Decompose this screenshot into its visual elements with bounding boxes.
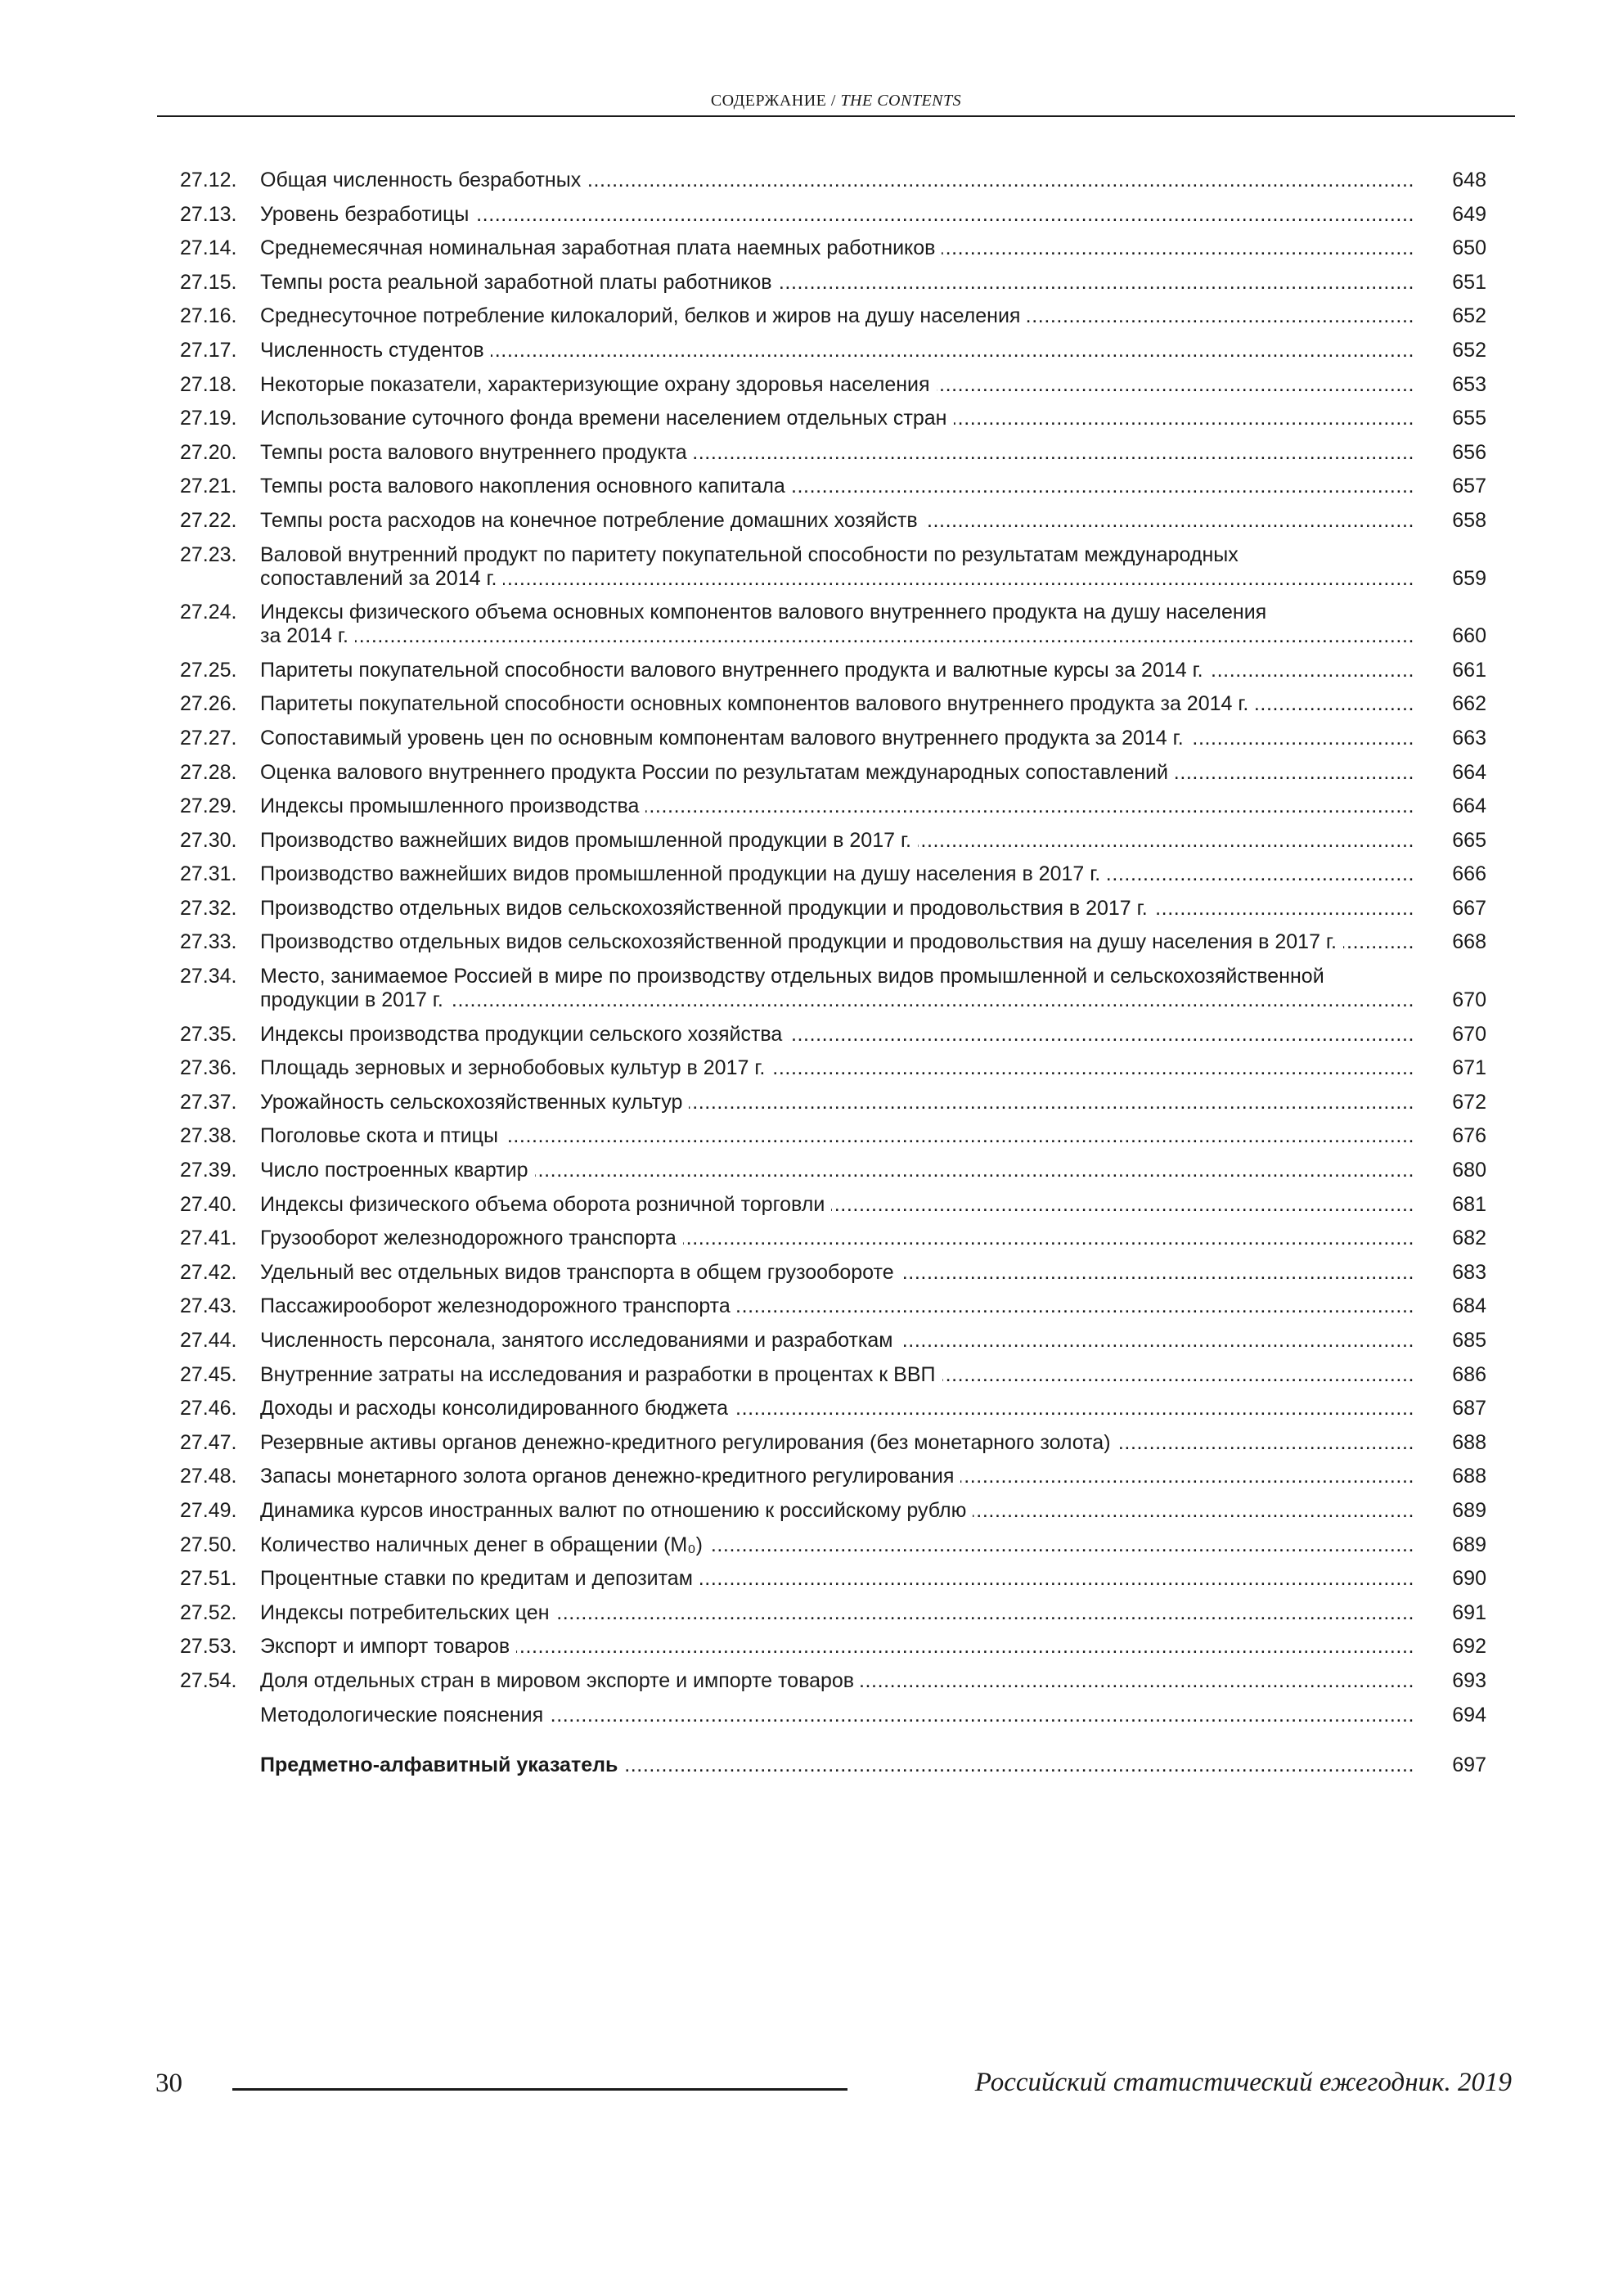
toc-entry-title: Темпы роста валового накопления основного капитала xyxy=(260,475,792,497)
toc-entry[interactable] xyxy=(180,407,1505,430)
toc-entry-title: Оценка валового внутреннего продукта России по результатам международных сопоставлений xyxy=(260,761,1175,784)
toc-entry[interactable] xyxy=(180,1533,1505,1557)
toc-entry[interactable] xyxy=(180,1704,1505,1727)
toc-entry[interactable] xyxy=(180,1261,1505,1285)
toc-entry[interactable] xyxy=(180,509,1505,533)
toc-entry-number: 27.38. xyxy=(180,1124,237,1148)
toc-dot-leader xyxy=(260,659,1413,682)
toc-dot-leader xyxy=(260,1635,1413,1659)
toc-entry-title: Экспорт и импорт товаров xyxy=(260,1635,516,1658)
toc-entry-page: 653 xyxy=(1452,372,1486,396)
toc-entry[interactable] xyxy=(180,373,1505,397)
toc-entry-body xyxy=(260,475,1413,498)
toc-entry-page: 662 xyxy=(1452,692,1486,716)
toc-entry-title: Сопоставимый уровень цен по основным компонентам валового внутреннего продукта за 2014 г. xyxy=(260,727,1190,750)
toc-entry-body xyxy=(260,1329,1413,1353)
toc-entry-number: 27.43. xyxy=(180,1294,237,1318)
toc-entry-body xyxy=(260,1601,1413,1625)
toc-entry-title: Методологические пояснения xyxy=(260,1704,550,1727)
toc-entry[interactable] xyxy=(180,1091,1505,1114)
toc-entry-page: 690 xyxy=(1452,1567,1486,1591)
toc-entry[interactable] xyxy=(180,441,1505,465)
toc-entry-number: 27.25. xyxy=(180,658,237,682)
toc-entry-body xyxy=(260,407,1413,430)
toc-entry-title: Уровень безработицы xyxy=(260,203,475,226)
toc-entry-body xyxy=(260,1023,1413,1047)
toc-dot-leader xyxy=(260,1499,1413,1523)
toc-dot-leader xyxy=(260,1294,1413,1318)
toc-entry-title: Общая численность безработных xyxy=(260,169,587,191)
toc-entry-body xyxy=(260,659,1413,682)
toc-entry-body xyxy=(260,1704,1413,1727)
toc-entry-title: Число построенных квартир xyxy=(260,1159,535,1182)
toc-dot-leader xyxy=(260,624,1413,648)
toc-entry-number: 27.20. xyxy=(180,440,237,464)
toc-entry-body xyxy=(260,1227,1413,1250)
toc-entry-number: 27.40. xyxy=(180,1192,237,1216)
toc-entry-title: Динамика курсов иностранных валют по отношению к российскому рублю xyxy=(260,1499,973,1522)
toc-dot-leader xyxy=(260,692,1413,716)
toc-dot-leader xyxy=(260,339,1413,362)
toc-entry-title: Производство важнейших видов промышленной продукции на душу населения в 2017 г. xyxy=(260,862,1107,885)
header-title-en: THE CONTENTS xyxy=(840,92,962,110)
toc-dot-leader xyxy=(260,271,1413,295)
toc-entry-body xyxy=(260,761,1413,785)
toc-entry-body xyxy=(260,1363,1413,1387)
toc-entry-title-line1: Индексы физического объема основных компонентов валового внутреннего продукта на душу населения xyxy=(260,601,1267,624)
toc-entry-body xyxy=(260,1193,1413,1217)
toc-entry-body xyxy=(260,1397,1413,1420)
toc-entry-page: 668 xyxy=(1452,930,1486,954)
toc-entry-number: 27.36. xyxy=(180,1056,237,1080)
toc-entry-title: Предметно-алфавитный указатель xyxy=(260,1754,624,1776)
toc-entry-body xyxy=(260,1294,1413,1318)
toc-entry[interactable] xyxy=(180,1601,1505,1625)
toc-entry-page: 667 xyxy=(1452,896,1486,920)
toc-entry-number: 27.13. xyxy=(180,202,237,226)
toc-entry[interactable] xyxy=(180,1023,1505,1047)
toc-entry-page: 685 xyxy=(1452,1329,1486,1352)
toc-entry[interactable] xyxy=(180,1499,1505,1523)
toc-entry-title: Урожайность сельскохозяйственных культур xyxy=(260,1091,689,1114)
toc-entry[interactable] xyxy=(180,1363,1505,1387)
toc-entry-title: Индексы потребительских цен xyxy=(260,1601,556,1624)
toc-entry-title: Запасы монетарного золота органов денежно-кредитного регулирования xyxy=(260,1465,960,1488)
toc-entry-page: 689 xyxy=(1452,1498,1486,1522)
toc-dot-leader xyxy=(260,761,1413,785)
toc-entry-number: 27.54. xyxy=(180,1668,237,1692)
toc-entry-page: 657 xyxy=(1452,475,1486,498)
toc-entry-body xyxy=(260,509,1413,533)
toc-entry[interactable] xyxy=(180,1159,1505,1182)
toc-entry-title: Площадь зерновых и зернобобовых культур в 2017 г. xyxy=(260,1056,771,1079)
toc-entry-title: сопоставлений за 2014 г. xyxy=(260,567,503,590)
toc-entry-number: 27.45. xyxy=(180,1362,237,1386)
toc-entry-number: 27.41. xyxy=(180,1227,237,1250)
toc-dot-leader xyxy=(260,897,1413,921)
toc-entry-body xyxy=(260,1465,1413,1488)
toc-entry-body xyxy=(260,304,1413,328)
toc-entry-body xyxy=(260,1431,1413,1455)
toc-entry-title: Грузооборот железнодорожного транспорта xyxy=(260,1227,683,1249)
toc-entry-number: 27.53. xyxy=(180,1635,237,1659)
toc-entry-title: Среднемесячная номинальная заработная плата наемных работников xyxy=(260,236,942,259)
toc-entry-page: 693 xyxy=(1452,1668,1486,1692)
toc-entry[interactable] xyxy=(180,897,1505,921)
toc-entry-body xyxy=(260,271,1413,295)
toc-entry[interactable] xyxy=(180,271,1505,295)
toc-entry-number: 27.34. xyxy=(180,965,237,988)
toc-entry-title: Темпы роста реальной заработной платы работников xyxy=(260,271,779,294)
toc-dot-leader xyxy=(260,1533,1413,1557)
toc-dot-leader xyxy=(260,1669,1413,1693)
toc-entry[interactable] xyxy=(180,1567,1505,1591)
toc-entry[interactable] xyxy=(180,601,1505,648)
toc-entry-title: Количество наличных денег в обращении (M₀) xyxy=(260,1533,709,1556)
toc-entry-body xyxy=(260,930,1413,954)
toc-entry-page: 689 xyxy=(1452,1533,1486,1556)
toc-entry-title: за 2014 г. xyxy=(260,624,355,647)
toc-entry-page: 697 xyxy=(1452,1753,1486,1776)
toc-entry-body xyxy=(260,1091,1413,1114)
toc-entry-number: 27.48. xyxy=(180,1465,237,1488)
toc-entry-title: Производство важнейших видов промышленной продукции в 2017 г. xyxy=(260,829,918,852)
toc-dot-leader xyxy=(260,1023,1413,1047)
toc-entry-title: Производство отдельных видов сельскохозяйственной продукции и продовольствия в 2017 г. xyxy=(260,897,1154,920)
toc-entry[interactable] xyxy=(180,1227,1505,1250)
toc-entry-number: 27.37. xyxy=(180,1090,237,1114)
toc-entry[interactable] xyxy=(180,930,1505,954)
toc-entry-number: 27.18. xyxy=(180,372,237,396)
toc-entry-number: 27.16. xyxy=(180,304,237,328)
toc-dot-leader xyxy=(260,1329,1413,1353)
header-title-ru: СОДЕРЖАНИЕ xyxy=(710,92,827,110)
toc-dot-leader xyxy=(260,795,1413,818)
toc-dot-leader xyxy=(260,1431,1413,1455)
toc-entry-title: Некоторые показатели, характеризующие охрану здоровья населения xyxy=(260,373,937,396)
toc-entry-page: 681 xyxy=(1452,1192,1486,1216)
header-separator: / xyxy=(826,92,841,110)
toc-dot-leader xyxy=(260,988,1413,1012)
toc-entry-title: Удельный вес отдельных видов транспорта в общем грузообороте xyxy=(260,1261,901,1284)
header-rule xyxy=(157,115,1515,117)
toc-entry-page: 680 xyxy=(1452,1159,1486,1182)
toc-dot-leader xyxy=(260,1227,1413,1250)
toc-entry[interactable] xyxy=(180,829,1505,853)
toc-entry[interactable] xyxy=(180,1754,1505,1777)
toc-entry-number: 27.52. xyxy=(180,1600,237,1624)
toc-dot-leader xyxy=(260,1091,1413,1114)
toc-entry[interactable] xyxy=(180,1635,1505,1659)
toc-dot-leader xyxy=(260,1193,1413,1217)
toc-entry-body xyxy=(260,373,1413,397)
toc-entry-body xyxy=(260,692,1413,716)
toc-entry-number: 27.51. xyxy=(180,1567,237,1591)
toc-entry-body xyxy=(260,1754,1413,1777)
toc-entry-title: Паритеты покупательной способности основных компонентов валового внутреннего продукта за 2014 г. xyxy=(260,692,1255,715)
toc-entry-page: 688 xyxy=(1452,1465,1486,1488)
toc-entry-body xyxy=(260,1124,1413,1148)
toc-entry-number: 27.32. xyxy=(180,896,237,920)
toc-entry-title: Доходы и расходы консолидированного бюджета xyxy=(260,1397,735,1420)
toc-entry-page: 691 xyxy=(1452,1600,1486,1624)
toc-entry-body xyxy=(260,829,1413,853)
toc-entry-page: 683 xyxy=(1452,1260,1486,1284)
toc-dot-leader xyxy=(260,304,1413,328)
toc-dot-leader xyxy=(260,203,1413,227)
toc-entry-body xyxy=(260,1159,1413,1182)
toc-entry-title: Пассажирооборот железнодорожного транспорта xyxy=(260,1294,737,1317)
toc-entry-body xyxy=(260,727,1413,750)
toc-entry-body xyxy=(260,441,1413,465)
toc-dot-leader xyxy=(260,475,1413,498)
toc-entry-page: 658 xyxy=(1452,508,1486,532)
toc-entry-body xyxy=(260,601,1413,648)
toc-entry-title: Использование суточного фонда времени населением отдельных стран xyxy=(260,407,954,430)
toc-entry-number: 27.35. xyxy=(180,1022,237,1046)
toc-dot-leader xyxy=(260,441,1413,465)
toc-entry-number: 27.15. xyxy=(180,270,237,294)
footer-rule xyxy=(232,2088,847,2091)
toc-entry[interactable] xyxy=(180,339,1505,362)
toc-entry[interactable] xyxy=(180,1294,1505,1318)
toc-entry-page: 672 xyxy=(1452,1090,1486,1114)
toc-entry[interactable] xyxy=(180,692,1505,716)
toc-entry[interactable] xyxy=(180,1193,1505,1217)
toc-entry-title: Темпы роста валового внутреннего продукта xyxy=(260,441,694,464)
toc-entry-title: Численность студентов xyxy=(260,339,491,362)
toc-entry-page: 694 xyxy=(1452,1703,1486,1727)
toc-dot-leader xyxy=(260,1754,1413,1777)
toc-entry[interactable] xyxy=(180,659,1505,682)
toc-dot-leader xyxy=(260,1465,1413,1488)
toc-entry-body xyxy=(260,1499,1413,1523)
toc-dot-leader xyxy=(260,1261,1413,1285)
table-of-contents xyxy=(180,169,1505,1787)
toc-entry-title: Численность персонала, занятого исследованиями и разработкам xyxy=(260,1329,900,1352)
toc-entry-title: Индексы производства продукции сельского хозяйства xyxy=(260,1023,789,1046)
toc-entry-title: Доля отдельных стран в мировом экспорте и импорте товаров xyxy=(260,1669,861,1692)
toc-entry-page: 648 xyxy=(1452,169,1486,191)
toc-entry-number: 27.33. xyxy=(180,930,237,954)
toc-entry-page: 666 xyxy=(1452,862,1486,886)
toc-entry-number: 27.27. xyxy=(180,726,237,750)
toc-dot-leader xyxy=(260,1159,1413,1182)
toc-entry-page: 684 xyxy=(1452,1294,1486,1318)
toc-entry[interactable] xyxy=(180,1056,1505,1080)
toc-entry-body xyxy=(260,795,1413,818)
toc-entry-number: 27.19. xyxy=(180,407,237,430)
toc-entry-page: 652 xyxy=(1452,338,1486,362)
toc-entry-number: 27.49. xyxy=(180,1498,237,1522)
toc-entry[interactable] xyxy=(180,304,1505,328)
toc-entry-body xyxy=(260,1056,1413,1080)
toc-entry[interactable] xyxy=(180,543,1505,591)
toc-entry-body xyxy=(260,897,1413,921)
toc-entry-body xyxy=(260,339,1413,362)
toc-entry-page: 650 xyxy=(1452,236,1486,260)
toc-entry-page: 688 xyxy=(1452,1430,1486,1454)
footer-page-number: 30 xyxy=(155,2069,182,2098)
toc-entry-page: 660 xyxy=(1452,624,1486,648)
toc-entry-number: 27.21. xyxy=(180,475,237,498)
toc-entry-title-line1: Место, занимаемое Россией в мире по производству отдельных видов промышленной и сельскохозяйственной xyxy=(260,965,1324,988)
toc-entry-title: Процентные ставки по кредитам и депозитам xyxy=(260,1567,699,1590)
toc-entry-page: 661 xyxy=(1452,658,1486,682)
footer-publication-title: Российский статистический ежегодник. 2019 xyxy=(974,2068,1512,2097)
toc-entry-page: 649 xyxy=(1452,202,1486,226)
toc-entry-title: Среднесуточное потребление килокалорий, белков и жиров на душу населения xyxy=(260,304,1027,327)
toc-entry[interactable] xyxy=(180,862,1505,886)
toc-entry-page: 659 xyxy=(1452,566,1486,590)
toc-entry-number: 27.30. xyxy=(180,828,237,852)
toc-dot-leader xyxy=(260,1601,1413,1625)
toc-entry[interactable] xyxy=(180,1329,1505,1353)
toc-dot-leader xyxy=(260,1056,1413,1080)
toc-entry[interactable] xyxy=(180,1669,1505,1693)
toc-dot-leader xyxy=(260,509,1413,533)
toc-entry-number: 27.28. xyxy=(180,760,237,784)
toc-entry[interactable] xyxy=(180,727,1505,750)
toc-entry-page: 676 xyxy=(1452,1124,1486,1148)
toc-entry-body xyxy=(260,862,1413,886)
toc-entry-page: 664 xyxy=(1452,760,1486,784)
toc-entry[interactable] xyxy=(180,761,1505,785)
toc-entry-page: 671 xyxy=(1452,1056,1486,1080)
toc-entry-number: 27.46. xyxy=(180,1397,237,1420)
toc-entry-body xyxy=(260,1669,1413,1693)
toc-entry[interactable] xyxy=(180,795,1505,818)
toc-entry-page: 682 xyxy=(1452,1227,1486,1250)
toc-entry-title: продукции в 2017 г. xyxy=(260,988,450,1011)
toc-dot-leader xyxy=(260,930,1413,954)
toc-entry-number: 27.42. xyxy=(180,1260,237,1284)
toc-entry-number: 27.17. xyxy=(180,338,237,362)
toc-entry[interactable] xyxy=(180,169,1505,192)
toc-dot-leader xyxy=(260,727,1413,750)
toc-dot-leader xyxy=(260,373,1413,397)
toc-entry-page: 686 xyxy=(1452,1362,1486,1386)
toc-entry-number: 27.47. xyxy=(180,1430,237,1454)
toc-entry-title: Производство отдельных видов сельскохозяйственной продукции и продовольствия на душу населения в 2017 г. xyxy=(260,930,1343,953)
toc-dot-leader xyxy=(260,1397,1413,1420)
toc-entry[interactable] xyxy=(180,1397,1505,1420)
toc-entry-number: 27.24. xyxy=(180,601,237,624)
toc-entry-body xyxy=(260,236,1413,260)
page-header xyxy=(157,92,1515,110)
toc-entry-page: 663 xyxy=(1452,726,1486,750)
toc-entry-title-line1: Валовой внутренний продукт по паритету покупательной способности по результатам международных xyxy=(260,542,1239,566)
toc-entry[interactable] xyxy=(180,1124,1505,1148)
toc-entry[interactable] xyxy=(180,475,1505,498)
toc-entry-number: 27.31. xyxy=(180,862,237,886)
toc-dot-leader xyxy=(260,1704,1413,1727)
toc-entry-page: 665 xyxy=(1452,828,1486,852)
toc-entry-number: 27.14. xyxy=(180,236,237,260)
toc-dot-leader xyxy=(260,236,1413,260)
toc-entry-number: 27.12. xyxy=(180,169,237,191)
toc-dot-leader xyxy=(260,862,1413,886)
toc-entry-body xyxy=(260,1261,1413,1285)
toc-entry-number: 27.22. xyxy=(180,508,237,532)
toc-entry-number: 27.23. xyxy=(180,542,237,566)
toc-dot-leader xyxy=(260,407,1413,430)
toc-entry-title: Поголовье скота и птицы xyxy=(260,1124,505,1147)
toc-entry[interactable] xyxy=(180,236,1505,260)
toc-dot-leader xyxy=(260,169,1413,192)
toc-entry-page: 670 xyxy=(1452,1022,1486,1046)
toc-entry[interactable] xyxy=(180,1431,1505,1455)
toc-entry-title: Индексы физического объема оборота розничной торговли xyxy=(260,1193,831,1216)
toc-entry-page: 687 xyxy=(1452,1397,1486,1420)
toc-entry-title: Внутренние затраты на исследования и разработки в процентах к ВВП xyxy=(260,1363,942,1386)
toc-entry-number: 27.50. xyxy=(180,1533,237,1556)
toc-dot-leader xyxy=(260,829,1413,853)
toc-entry-body xyxy=(260,1533,1413,1557)
toc-entry-page: 655 xyxy=(1452,407,1486,430)
toc-entry-title: Резервные активы органов денежно-кредитного регулирования (без монетарного золота) xyxy=(260,1431,1117,1454)
toc-entry-body xyxy=(260,543,1413,591)
toc-entry-page: 664 xyxy=(1452,795,1486,818)
toc-entry-page: 692 xyxy=(1452,1635,1486,1659)
toc-entry-body xyxy=(260,169,1413,192)
toc-entry-page: 670 xyxy=(1452,988,1486,1012)
toc-entry[interactable] xyxy=(180,1465,1505,1488)
toc-entry-number: 27.26. xyxy=(180,692,237,716)
toc-entry-title: Паритеты покупательной способности валового внутреннего продукта и валютные курсы за 2014 г. xyxy=(260,659,1210,682)
toc-entry-page: 651 xyxy=(1452,270,1486,294)
toc-entry-number: 27.39. xyxy=(180,1159,237,1182)
toc-entry-page: 656 xyxy=(1452,440,1486,464)
toc-entry-title: Индексы промышленного производства xyxy=(260,795,645,817)
toc-dot-leader xyxy=(260,1567,1413,1591)
toc-entry[interactable] xyxy=(180,203,1505,227)
toc-dot-leader xyxy=(260,1363,1413,1387)
toc-entry[interactable] xyxy=(180,965,1505,1012)
toc-entry-body xyxy=(260,965,1413,1012)
toc-entry-number: 27.44. xyxy=(180,1329,237,1352)
toc-dot-leader xyxy=(260,1124,1413,1148)
toc-entry-title: Темпы роста расходов на конечное потребление домашних хозяйств xyxy=(260,509,924,532)
toc-entry-body xyxy=(260,203,1413,227)
toc-entry-number: 27.29. xyxy=(180,795,237,818)
toc-dot-leader xyxy=(260,567,1413,591)
toc-entry-body xyxy=(260,1635,1413,1659)
toc-entry-page: 652 xyxy=(1452,304,1486,328)
toc-entry-body xyxy=(260,1567,1413,1591)
